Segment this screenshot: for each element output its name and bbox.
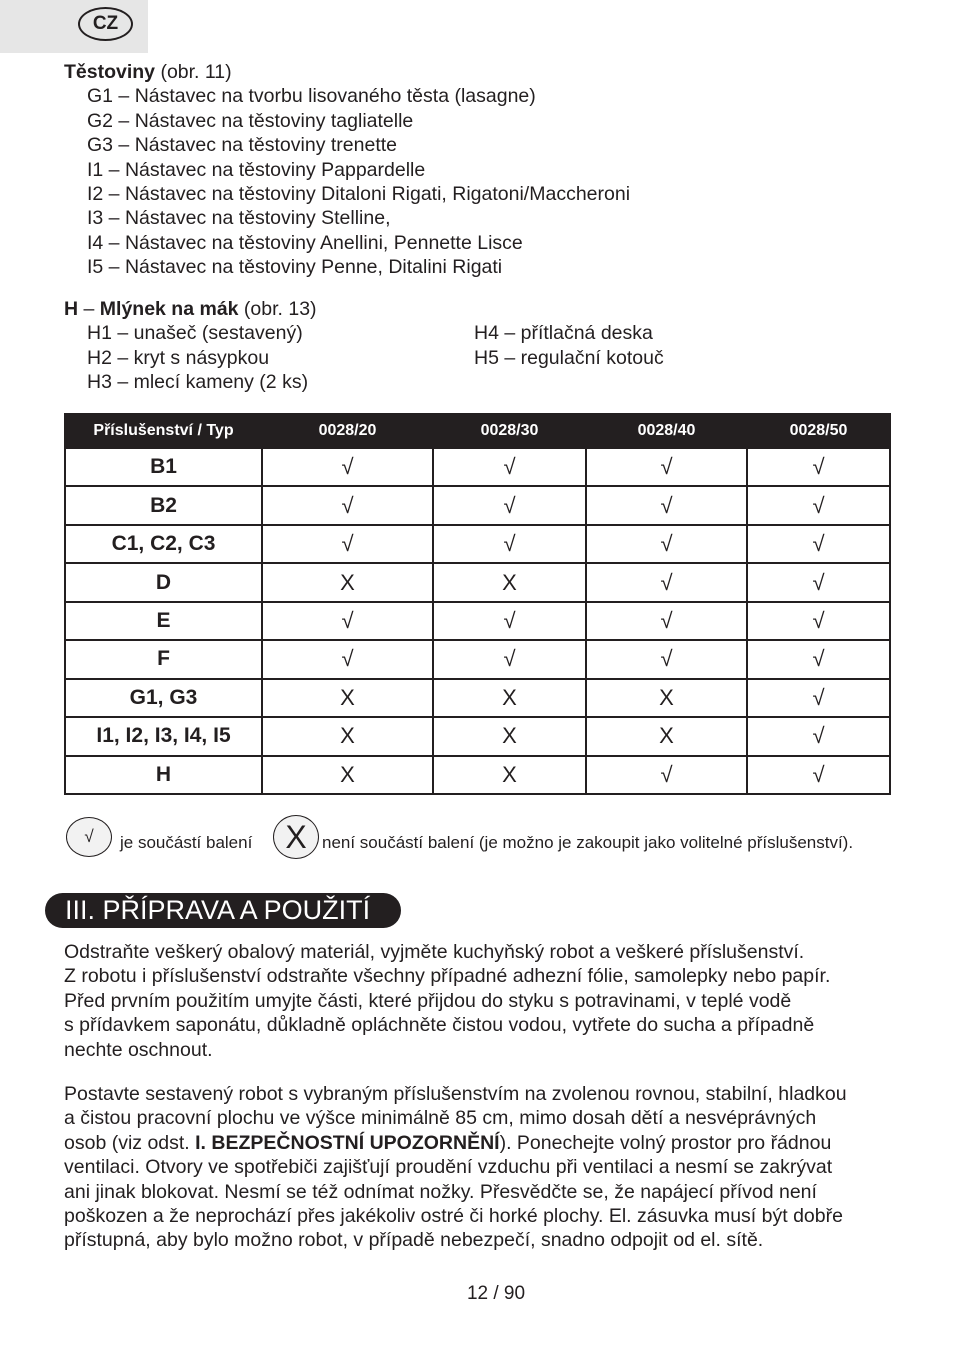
poppy-letter: H <box>64 298 79 320</box>
poppy-heading <box>64 297 889 321</box>
pasta-ref: (obr. 11) <box>155 61 232 83</box>
header-model: 0028/50 <box>747 414 890 448</box>
list-item: G1 – Nástavec na tvorbu lisovaného těsta (lasagne) <box>87 85 536 108</box>
table-cell: X <box>433 679 586 717</box>
pasta-heading <box>64 60 630 84</box>
list-item: G3 – Nástavec na těstoviny trenette <box>87 134 398 157</box>
check-icon: √ <box>66 817 112 857</box>
paragraph-unpacking <box>64 940 830 1062</box>
header-model: 0028/20 <box>262 414 433 448</box>
row-label: D <box>65 563 262 601</box>
header-accessory-type: Příslušenství / Typ <box>65 414 262 448</box>
table-row <box>65 486 890 524</box>
header-model: 0028/40 <box>586 414 747 448</box>
table-cell: √ <box>586 756 747 795</box>
list-item: G2 – Nástavec na těstoviny tagliatelle <box>87 109 414 132</box>
table-cell: √ <box>262 448 433 486</box>
paragraph-line: ventilaci. Otvory ve spotřebiči zajišťují proudění vzduchu při ventilaci a nesmí se zakrývat <box>64 1156 833 1179</box>
table-cell: √ <box>747 525 890 563</box>
poppy-title: Mlýnek na mák <box>99 298 239 320</box>
table-cell: √ <box>747 679 890 717</box>
legend-not-included-text: není součástí balení (je možno je zakoupit jako volitelné příslušenství). <box>322 833 854 852</box>
list-item: I1 – Nástavec na těstoviny Pappardelle <box>87 158 426 181</box>
pasta-title: Těstoviny <box>64 61 156 83</box>
legend-included-text: je součástí balení <box>120 833 253 852</box>
table-cell: √ <box>262 640 433 678</box>
poppy-dash: – <box>78 298 100 320</box>
paragraph-text: ). Ponechejte volný prostor pro řádnou <box>499 1131 832 1154</box>
table-cell: √ <box>586 486 747 524</box>
table-legend <box>64 815 890 861</box>
x-icon: X <box>273 815 319 859</box>
table-cell: X <box>262 717 433 755</box>
table-cell: X <box>433 563 586 601</box>
paragraph-line: s přídavkem saponátu, důkladně opláchněte čistou vodou, vytřete do sucha a případně <box>64 1014 815 1037</box>
table-row <box>65 525 890 563</box>
table-cell: √ <box>433 602 586 640</box>
language-badge: CZ <box>78 7 133 41</box>
table-cell: √ <box>586 640 747 678</box>
list-item: H1 – unašeč (sestavený) <box>87 322 303 345</box>
header-model: 0028/30 <box>433 414 586 448</box>
table-cell: √ <box>586 563 747 601</box>
table-cell: √ <box>747 640 890 678</box>
table-cell: √ <box>586 448 747 486</box>
table-cell: √ <box>262 486 433 524</box>
list-item: I3 – Nástavec na těstoviny Stelline, <box>87 207 391 230</box>
table-cell: √ <box>433 525 586 563</box>
row-label: F <box>65 640 262 678</box>
list-item: H5 – regulační kotouč <box>474 346 664 369</box>
poppy-ref: (obr. 13) <box>238 298 317 320</box>
table-cell: √ <box>747 602 890 640</box>
pasta-section <box>64 60 630 280</box>
safety-reference: I. BEZPEČNOSTNÍ UPOZORNĚNÍ <box>195 1131 500 1154</box>
table-header-row <box>65 414 890 448</box>
row-label: I1, I2, I3, I4, I5 <box>65 717 262 755</box>
paragraph-line: Odstraňte veškerý obalový materiál, vyjměte kuchyňský robot a veškeré příslušenství. <box>64 941 805 963</box>
paragraph-line: Postavte sestavený robot s vybraným příslušenstvím na zvolenou rovnou, stabilní, hladkou <box>64 1083 847 1105</box>
table-cell: √ <box>747 563 890 601</box>
list-item: I4 – Nástavec na těstoviny Anellini, Pennette Lisce <box>87 231 523 254</box>
row-label: C1, C2, C3 <box>65 525 262 563</box>
paragraph-text: osob (viz odst. <box>64 1131 196 1154</box>
paragraph-line: ani jinak blokovat. Nesmí se též odnímat nožky. Přesvědčte se, že napájecí přívod není <box>64 1180 817 1203</box>
paragraph-line: Před prvním použitím umyjte části, které přijdou do styku s potravinami, v teplé vodě <box>64 989 792 1012</box>
list-item: H3 – mlecí kameny (2 ks) <box>87 371 309 394</box>
table-row <box>65 563 890 601</box>
table-cell: √ <box>262 602 433 640</box>
table-cell: X <box>262 679 433 717</box>
table-cell: √ <box>747 448 890 486</box>
table-row <box>65 756 890 795</box>
table-row <box>65 679 890 717</box>
table-cell: √ <box>586 525 747 563</box>
table-cell: X <box>586 717 747 755</box>
section-heading: III. PŘÍPRAVA A POUŽITÍ <box>45 893 401 928</box>
row-label: H <box>65 756 262 795</box>
paragraph-line: nechte oschnout. <box>64 1038 213 1061</box>
poppy-section <box>64 297 889 397</box>
row-label: B2 <box>65 486 262 524</box>
table-row <box>65 602 890 640</box>
list-item: I2 – Nástavec na těstoviny Ditaloni Rigati, Rigatoni/Maccheroni <box>87 183 631 206</box>
list-item: H4 – přítlačná deska <box>474 322 653 345</box>
table-cell: √ <box>433 448 586 486</box>
table-row <box>65 448 890 486</box>
row-label: B1 <box>65 448 262 486</box>
page-number: 12 / 90 <box>466 1283 526 1304</box>
paragraph-line: poškozen a že neprochází přes jakékoliv ostré či horké plochy. El. zásuvka musí být dobře <box>64 1205 843 1228</box>
table-cell: √ <box>433 640 586 678</box>
accessories-table <box>64 413 891 795</box>
table-cell: √ <box>262 525 433 563</box>
table-cell: √ <box>586 602 747 640</box>
list-item: H2 – kryt s násypkou <box>87 346 270 369</box>
table-cell: X <box>586 679 747 717</box>
row-label: G1, G3 <box>65 679 262 717</box>
table-cell: X <box>262 563 433 601</box>
row-label: E <box>65 602 262 640</box>
paragraph-line: Z robotu i příslušenství odstraňte všechny případné adhezní fólie, samolepky nebo papír. <box>64 965 831 988</box>
table-cell: √ <box>433 486 586 524</box>
table-cell: √ <box>747 717 890 755</box>
table-cell: X <box>433 756 586 795</box>
table-cell: √ <box>747 756 890 795</box>
paragraph-line: přístupná, aby bylo možno robot, v případě nebezpečí, snadno odpojit od el. sítě. <box>64 1229 764 1252</box>
table-row <box>65 717 890 755</box>
list-item: I5 – Nástavec na těstoviny Penne, Ditalini Rigati <box>87 256 503 279</box>
paragraph-placement <box>64 1082 847 1253</box>
table-cell: X <box>262 756 433 795</box>
table-cell: X <box>433 717 586 755</box>
paragraph-line: a čistou pracovní plochu ve výšce minimálně 85 cm, mimo dosah dětí a nesvéprávných <box>64 1107 817 1130</box>
paragraph-line <box>64 1131 847 1155</box>
language-tab <box>0 0 148 53</box>
table-row <box>65 640 890 678</box>
table-cell: √ <box>747 486 890 524</box>
